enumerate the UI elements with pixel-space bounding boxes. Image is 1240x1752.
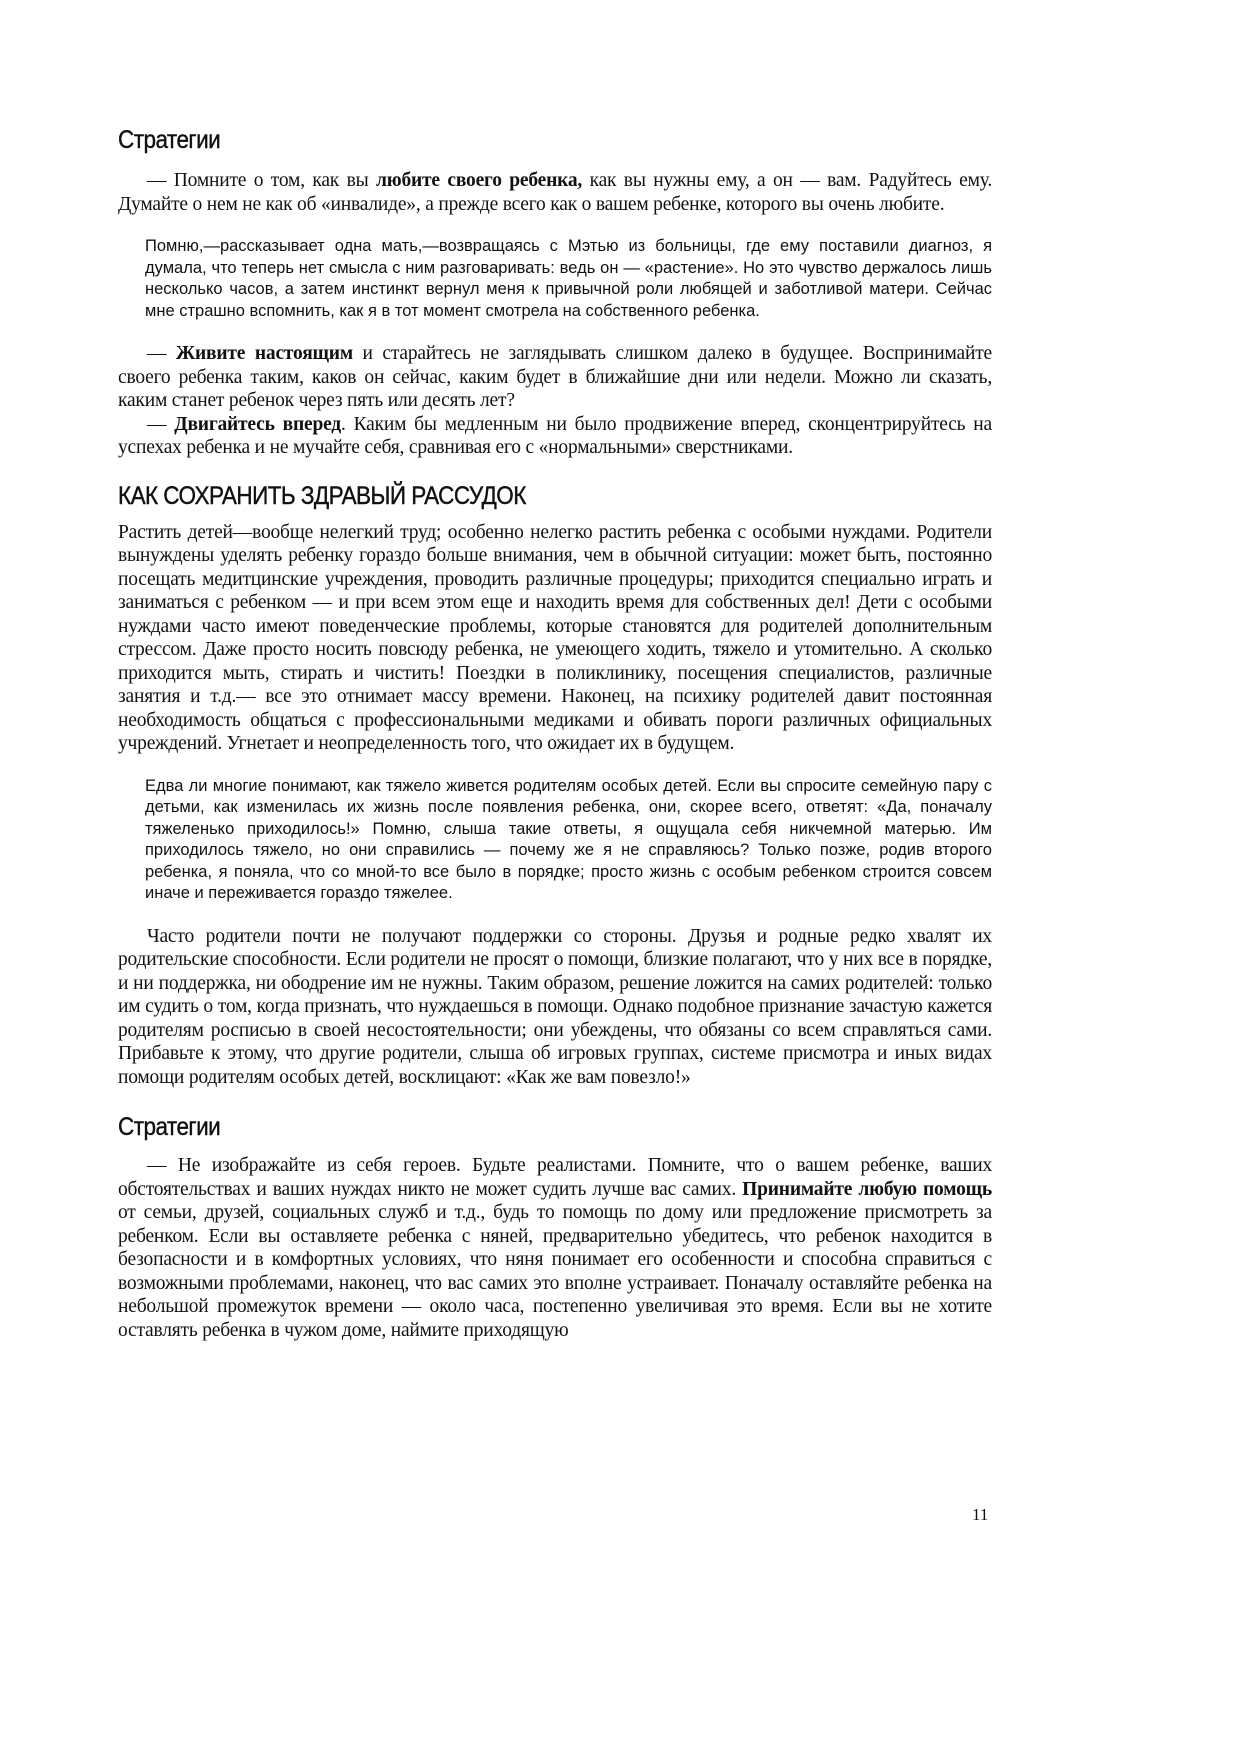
- quote-block: Помню,—рассказывает одна мать,—возвращаясь с Мэтью из больницы, где ему поставили диагноз, я думала, что теперь нет смысла с ним разговаривать: ведь он — «растение». Но это чувство держалось лишь несколько часов, а затем инстинкт вернул меня к привычной роли любящей и заботливой матери. Сейчас мне страшно вспомнить, как я в тот момент смотрела на собственного ребенка.: [145, 237, 992, 320]
- text: —: [147, 413, 175, 435]
- text: как вы нужны ему, а он — вам. Радуйтесь ему. Думайте о нем не как об «инвалиде», а прежде всего как о вашем ребенке, которого вы очень любите.: [118, 170, 992, 215]
- bold-text: любите своего ребенка,: [376, 170, 583, 191]
- text: — Не изображайте из себя героев. Будьте реалистами. Помните, что о вашем ребенке, ваших обстоятельствах и ваших нуждах никто не может судить лучше вас самих.: [118, 1155, 992, 1200]
- page-number: 11: [972, 1505, 989, 1524]
- paragraph: [118, 342, 992, 413]
- paragraph: Часто родители почти не получают поддержки со стороны. Друзья и родные редко хвалят их родительские способности. Если родители не просят о помощи, близкие полагают, что у них все в порядке, и ни поддержка, ни ободрение им не нужны. Таким образом, решение ложится на самих родителей: только им судить о том, когда признать, что нуждаешься в помощи. Однако подобное признание зачастую кажется родителям росписью в своей несостоятельности; они убеждены, что обязаны со всем справляться сами. Прибавьте к этому, что другие родители, слыша об игровых группах, системе присмотра и иных видах помощи родителям особых детей, восклицают: «Как же вам повезло!»: [118, 925, 992, 1088]
- paragraph: [118, 413, 992, 460]
- quote-block: Едва ли многие понимают, как тяжело живется родителям особых детей. Если вы спросите семейную пару с детьми, как изменилась их жизнь после появления ребенка, они, скорее всего, ответят: «Да, поначалу тяжеленько приходилось!» Помню, слыша такие ответы, я ощущала себя никчемной матерью. Им приходилось тяжело, но они справились — почему же я не справляюсь? Только позже, родив второго ребенка, я поняла, что со мной-то все было в порядке; просто жизнь с особым ребенком строится совсем иначе и переживается гораздо тяжелее.: [145, 776, 992, 902]
- paragraph: Растить детей—вообще нелегкий труд; особенно нелегко растить ребенка с особыми нуждами. Родители вынуждены уделять ребенку гораздо больше внимания, чем в обычной ситуации: может быть, постоянно посещать медитцинские учреждения, проводить различные процедуры; приходится специально играть и заниматься с ребенком — и при всем этом еще и находить время для собственных дел! Дети с особыми нуждами часто имеют поведенческие проблемы, которые становятся для родителей дополнительным стрессом. Даже просто носить повсюду ребенка, не умеющего ходить, тяжело и утомительно. А сколько приходится мыть, стирать и чистить! Поездки в поликлинику, посещения специалистов, различные занятия и т.д.— все это отнимает массу времени. Наконец, на психику родителей давит постоянная необходимость общаться с профессиональными медиками и обивать пороги различных официальных учреждений. Угнетает и неопределенность того, что ожидает их в будущем.: [118, 521, 992, 754]
- text: — Помните о том, как вы: [147, 170, 376, 191]
- bold-text: Живите настоящим: [175, 343, 353, 364]
- section-heading-strategies-2: Стратегии: [118, 1113, 221, 1141]
- text: . Каким бы медленным ни было продвижение вперед, сконцентрируйтесь на успехах ребенка и не мучайте себя, сравнивая его с «нормальными» сверстниками.: [118, 413, 992, 458]
- text: —: [147, 343, 176, 364]
- document-page: [118, 126, 992, 1342]
- paragraph: [118, 1154, 992, 1342]
- bold-text: Принимайте любую помощь: [742, 1178, 992, 1200]
- bold-text: Двигайтесь вперед: [174, 413, 341, 435]
- text: и старайтесь не заглядывать слишком далеко в будущее. Воспринимайте своего ребенка таким, каков он сейчас, каким будет в ближайшие дни или недели. Можно ли сказать, каким станет ребенок через пять или десять лет?: [118, 343, 993, 411]
- section-heading-strategies: Стратегии: [118, 126, 221, 154]
- section-heading-sanity: КАК СОХРАНИТЬ ЗДРАВЫЙ РАССУДОК: [118, 481, 526, 510]
- text: от семьи, друзей, социальных служб и т.д., будь то помощь по дому или предложение присмотреть за ребенком. Если вы оставляете ребенка с няней, предварительно убедитесь, что ребенок находится в безопасности и в комфортных условиях, что няня понимает его особенности и способна справиться с возможными проблемами, наконец, что вас самих это вполне устраивает. Поначалу оставляйте ребенка на небольшой промежуток времени — около часа, постепенно увеличивая это время. Если вы не хотите оставлять ребенка в чужом доме, наймите приходящую: [118, 1202, 992, 1341]
- paragraph: [118, 169, 992, 216]
